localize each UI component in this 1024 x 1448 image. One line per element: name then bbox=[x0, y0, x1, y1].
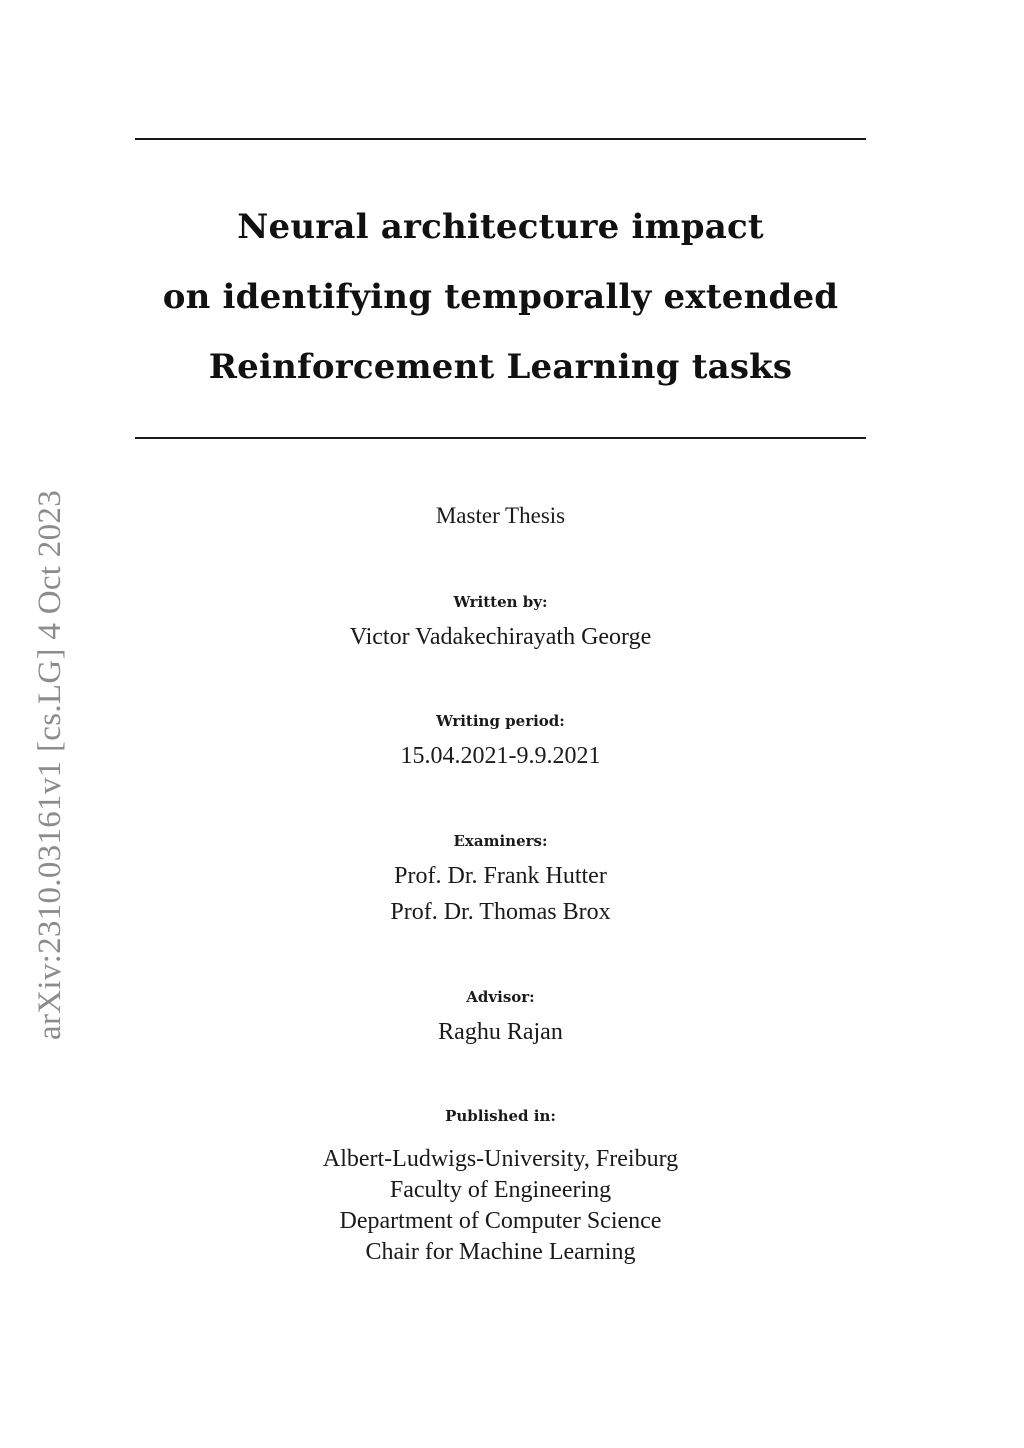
institution-lines bbox=[135, 1144, 866, 1268]
advisor-name: Raghu Rajan bbox=[438, 1019, 563, 1045]
thesis-title bbox=[135, 192, 866, 402]
published-in-label: Published in: bbox=[445, 1107, 556, 1125]
examiner-name: Prof. Dr. Frank Hutter bbox=[394, 863, 607, 889]
title-line-3: Reinforcement Learning tasks bbox=[208, 347, 793, 387]
title-line-1: Neural architecture impact bbox=[237, 207, 764, 247]
writing-period-label: Writing period: bbox=[436, 712, 565, 730]
writing-period-section bbox=[135, 710, 866, 773]
institution-line: Faculty of Engineering bbox=[389, 1177, 612, 1203]
institution-line: Albert-Ludwigs-University, Freiburg bbox=[322, 1146, 679, 1172]
writing-period-value: 15.04.2021-9.9.2021 bbox=[400, 743, 601, 769]
advisor-label: Advisor: bbox=[466, 988, 535, 1006]
author-name: Victor Vadakechirayath George bbox=[349, 624, 652, 650]
institution-line: Chair for Machine Learning bbox=[365, 1239, 636, 1265]
written-by-section bbox=[135, 591, 866, 654]
arxiv-identifier-stamp: arXiv:2310.03161v1 [cs.LG] 4 Oct 2023 bbox=[32, 489, 68, 1040]
published-in-section bbox=[135, 1105, 866, 1268]
institution-line: Department of Computer Science bbox=[339, 1208, 662, 1234]
top-horizontal-rule bbox=[135, 138, 866, 140]
title-line-2: on identifying temporally extended bbox=[162, 277, 839, 317]
thesis-type: Master Thesis bbox=[435, 503, 566, 528]
advisor-section bbox=[135, 986, 866, 1049]
examiner-name: Prof. Dr. Thomas Brox bbox=[390, 899, 611, 925]
written-by-label: Written by: bbox=[453, 593, 548, 611]
examiners-label: Examiners: bbox=[453, 832, 548, 850]
bottom-horizontal-rule bbox=[135, 437, 866, 439]
examiners-section bbox=[135, 830, 866, 929]
